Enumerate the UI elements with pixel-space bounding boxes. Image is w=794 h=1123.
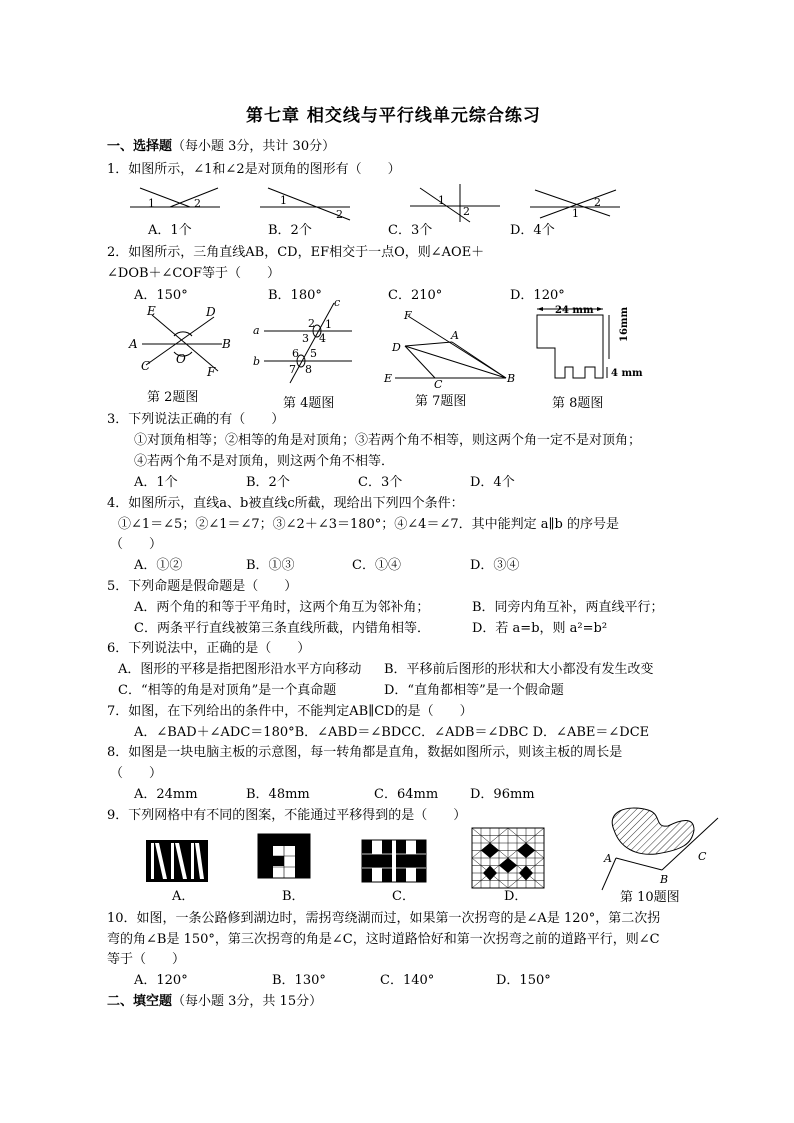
q1-option-b: B．2个 <box>268 223 312 238</box>
q4-conditions: ①∠1＝∠5；②∠1＝∠7；③∠2＋∠3＝180°；④∠4＝∠7．其中能判定 a∥b 的序号是 <box>118 517 619 532</box>
q4-option-b: B．①③ <box>246 558 295 573</box>
q3-statement-line2: ④若两个角不是对顶角，则这两个角不相等． <box>134 454 395 469</box>
q5-option-d: D．若 a=b，则 a²=b² <box>472 621 608 636</box>
page-title: 第七章 相交线与平行线单元综合练习 <box>246 106 541 126</box>
q8-option-b: B．48mm <box>246 787 310 802</box>
q6-option-b: B．平移前后图形的形状和大小都没有发生改变 <box>384 662 654 677</box>
section-heading <box>107 140 335 153</box>
q9-option-d: D． <box>504 889 528 904</box>
question-2-stem-line2: ∠DOB＋∠COF等于（ ） <box>107 266 281 281</box>
q2-option-a: A．150° <box>134 288 188 303</box>
figure-8-caption: 第 8题图 <box>552 396 604 411</box>
q8-answer-blank: （ ） <box>110 766 163 781</box>
svg-text:E: E <box>147 304 156 318</box>
figure-7-caption: 第 7题图 <box>415 394 467 409</box>
section-2-heading <box>107 995 322 1008</box>
question-10-line3: 等于（ ） <box>107 952 186 967</box>
svg-text:2: 2 <box>336 208 343 221</box>
svg-text:a: a <box>253 324 260 337</box>
q6-option-d: D．“直角都相等”是一个假命题 <box>384 683 564 698</box>
q4-option-a: A．①② <box>134 558 183 573</box>
svg-text:6: 6 <box>292 347 299 360</box>
q9-option-b: B． <box>282 889 305 904</box>
q4-option-d: D．③④ <box>470 558 520 573</box>
q9-grid-d <box>472 828 544 888</box>
svg-text:B: B <box>660 873 669 886</box>
q9-grid-c <box>362 840 426 882</box>
svg-text:3: 3 <box>302 332 309 345</box>
svg-text:E: E <box>384 372 393 385</box>
svg-text:1: 1 <box>148 197 155 210</box>
q5-option-a: A．两个角的和等于平角时，这两个角互为邻补角； <box>134 600 430 615</box>
q1-option-c: C．3个 <box>388 223 433 238</box>
q1-option-d: D．4个 <box>510 223 555 238</box>
figure-8 <box>525 303 643 385</box>
question-3-stem: 3．下列说法正确的有（ ） <box>107 412 285 427</box>
question-10-line1: 10．如图，一条公路修到湖边时，需拐弯绕湖而过，如果第一次拐弯的是∠A是 120°，第二次拐 <box>107 911 661 926</box>
svg-text:A: A <box>451 329 459 342</box>
svg-text:16mm: 16mm <box>619 306 630 342</box>
svg-text:7: 7 <box>289 363 296 376</box>
q4-option-c: C．①④ <box>352 558 401 573</box>
figure-10 <box>596 800 726 890</box>
section-label: 一、选择题 <box>107 139 173 154</box>
q3-statement-line1: ①对顶角相等；②相等的角是对顶角；③若两个角不相等，则这两个角一定不是对顶角； <box>134 433 642 448</box>
svg-text:2: 2 <box>308 317 315 330</box>
q10-option-b: B．130° <box>272 973 326 988</box>
question-8-stem: 8．如图是一块电脑主板的示意图，每一转角都是直角，数据如图所示，则该主板的周长是 <box>107 745 623 760</box>
q3-option-d: D．4个 <box>470 475 515 490</box>
question-1-stem: 1．如图所示，∠1和∠2是对顶角的图形有（ ） <box>107 162 401 177</box>
question-9-stem: 9．下列网格中有不同的图案，不能通过平移得到的是（ ） <box>107 808 467 823</box>
q2-option-d: D．120° <box>510 288 565 303</box>
q10-option-c: C．140° <box>380 973 435 988</box>
q1-figures <box>120 182 640 222</box>
figure-2 <box>126 303 236 378</box>
q10-option-a: A．120° <box>134 973 188 988</box>
svg-text:1: 1 <box>438 194 445 207</box>
q3-option-a: A．1个 <box>134 475 178 490</box>
section-note: （每小题 3分，共计 30分） <box>172 139 336 154</box>
svg-text:24 mm: 24 mm <box>555 305 594 316</box>
svg-text:1: 1 <box>572 207 579 220</box>
q1-option-a: A．1个 <box>148 223 192 238</box>
svg-text:A: A <box>129 337 138 351</box>
figure-2-caption: 第 2题图 <box>147 390 199 405</box>
q9-option-a: A． <box>172 889 195 904</box>
question-6-stem: 6．下列说法中，正确的是（ ） <box>107 641 311 656</box>
q5-option-c: C．两条平行直线被第三条直线所截，内错角相等． <box>134 621 430 636</box>
figure-10-caption: 第 10题图 <box>620 890 680 905</box>
q3-option-b: B．2个 <box>246 475 290 490</box>
svg-text:F: F <box>207 365 216 379</box>
q8-option-a: A．24mm <box>134 787 198 802</box>
svg-text:1: 1 <box>325 318 332 331</box>
question-4-stem: 4．如图所示，直线a、b被直线c所截，现给出下列四个条件： <box>107 496 464 511</box>
q8-option-c: C．64mm <box>374 787 439 802</box>
q6-option-a: A．图形的平移是指把图形沿水平方向移动 <box>118 662 362 677</box>
question-5-stem: 5．下列命题是假命题是（ ） <box>107 579 298 594</box>
figure-4 <box>252 298 362 383</box>
q9-grid-b <box>258 834 310 878</box>
q2-option-b: B．180° <box>268 288 322 303</box>
q4-answer-blank: （ ） <box>110 537 163 552</box>
question-10-line2: 弯的角∠B是 150°，第三次拐弯的角是∠C，这时道路恰好和第一次拐弯之前的道路平行，则∠C <box>107 932 660 947</box>
svg-text:8: 8 <box>305 363 312 376</box>
q5-option-b: B．同旁内角互补，两直线平行； <box>472 600 664 615</box>
svg-text:2: 2 <box>463 205 470 218</box>
svg-text:C: C <box>141 359 151 373</box>
q8-option-d: D．96mm <box>470 787 535 802</box>
svg-text:2: 2 <box>594 196 601 209</box>
svg-text:O: O <box>176 352 186 366</box>
svg-text:D: D <box>206 305 216 319</box>
svg-text:C: C <box>698 850 707 863</box>
svg-text:b: b <box>253 355 261 368</box>
svg-text:2: 2 <box>194 197 201 210</box>
q9-grid-a <box>146 840 208 882</box>
q7-options: A．∠BAD＋∠ADC＝180°B．∠ABD＝∠BDCC．∠ADB＝∠DBC D．∠ABE＝∠DCE <box>134 725 650 740</box>
section-2-label: 二、填空题 <box>107 994 173 1009</box>
svg-text:C: C <box>434 378 443 391</box>
svg-text:1: 1 <box>280 194 287 207</box>
section-2-note: （每小题 3分，共 15分） <box>172 994 323 1009</box>
svg-text:F: F <box>404 309 412 322</box>
svg-text:A: A <box>604 852 612 865</box>
question-2-stem-line1: 2．如图所示，三角直线AB，CD，EF相交于一点O，则∠AOE＋ <box>107 245 485 260</box>
q10-option-d: D．150° <box>496 973 551 988</box>
svg-text:5: 5 <box>310 347 317 360</box>
q9-option-c: C． <box>392 889 415 904</box>
svg-text:4: 4 <box>319 332 326 345</box>
q6-option-c: C．“相等的角是对顶角”是一个真命题 <box>118 683 337 698</box>
lake <box>612 808 694 854</box>
svg-text:4 mm: 4 mm <box>611 368 643 379</box>
svg-text:B: B <box>507 372 516 385</box>
figure-4-caption: 第 4题图 <box>283 396 335 411</box>
question-7-stem: 7．如图，在下列给出的条件中，不能判定AB∥CD的是（ ） <box>107 704 473 719</box>
svg-text:B: B <box>222 337 231 351</box>
q2-option-c: C．210° <box>388 288 443 303</box>
svg-text:D: D <box>392 341 401 354</box>
q3-option-c: C．3个 <box>358 475 403 490</box>
figure-7 <box>380 306 520 391</box>
svg-text:c: c <box>334 296 341 309</box>
